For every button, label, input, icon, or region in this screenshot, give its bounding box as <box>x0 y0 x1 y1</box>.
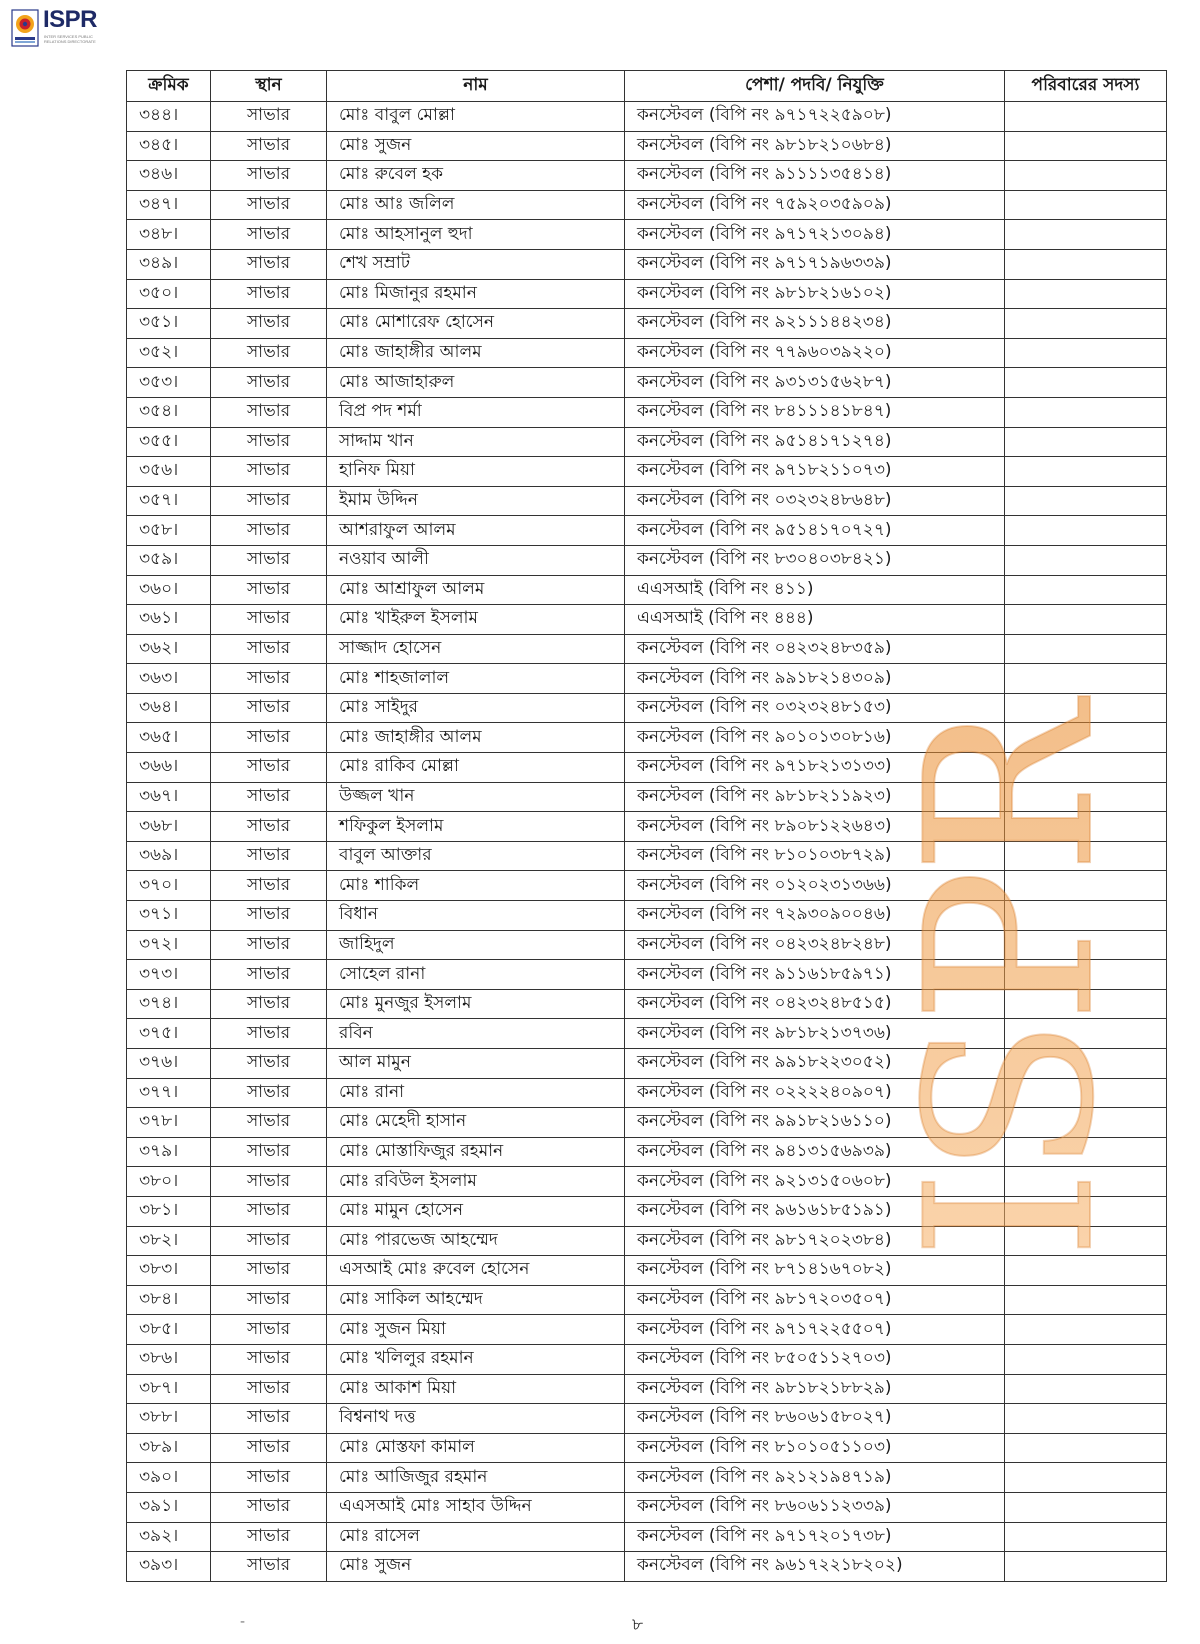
cell-name: মোঃ খলিলুর রহমান <box>327 1344 625 1374</box>
cell-post: কনস্টেবল (বিপি নং ৯৮১৮২১১৯২৩) <box>625 782 1005 812</box>
cell-serial: ৩৪৯। <box>127 249 211 279</box>
table-row <box>127 1374 1167 1404</box>
cell-place: সাভার <box>211 1137 327 1167</box>
cell-serial: ৩৫৯। <box>127 545 211 575</box>
cell-family <box>1005 1315 1167 1345</box>
cell-post: কনস্টেবল (বিপি নং ৯২১১১৪৪২৩৪) <box>625 309 1005 339</box>
cell-family <box>1005 249 1167 279</box>
cell-name: মোঃ রুবেল হক <box>327 161 625 191</box>
cell-serial: ৩৪৬। <box>127 161 211 191</box>
cell-post: কনস্টেবল (বিপি নং ৯৮১৭২০২৩৮৪) <box>625 1226 1005 1256</box>
cell-place: সাভার <box>211 516 327 546</box>
header-place: স্থান <box>211 71 327 102</box>
cell-place: সাভার <box>211 368 327 398</box>
table-row <box>127 1492 1167 1522</box>
ispr-watermark <box>878 520 1145 1260</box>
cell-serial: ৩৫৩। <box>127 368 211 398</box>
cell-family <box>1005 1285 1167 1315</box>
cell-place: সাভার <box>211 1552 327 1582</box>
cell-family <box>1005 338 1167 368</box>
cell-place: সাভার <box>211 279 327 309</box>
cell-place: সাভার <box>211 634 327 664</box>
cell-place: সাভার <box>211 1226 327 1256</box>
cell-place: সাভার <box>211 1344 327 1374</box>
cell-place: সাভার <box>211 1492 327 1522</box>
cell-post: কনস্টেবল (বিপি নং ৮৫০৫১১২৭০৩) <box>625 1344 1005 1374</box>
cell-name: মোঃ মিজানুর রহমান <box>327 279 625 309</box>
cell-post: কনস্টেবল (বিপি নং ৯৭১৭২২৫৯০৮) <box>625 102 1005 132</box>
cell-post: কনস্টেবল (বিপি নং ৯৭১৭২০১৭৩৮) <box>625 1522 1005 1552</box>
cell-serial: ৩৯০। <box>127 1463 211 1493</box>
cell-place: সাভার <box>211 338 327 368</box>
cell-place: সাভার <box>211 190 327 220</box>
cell-name: মোঃ বাবুল মোল্লা <box>327 102 625 132</box>
cell-place: সাভার <box>211 249 327 279</box>
cell-place: সাভার <box>211 161 327 191</box>
cell-name: ইমাম উদ্দিন <box>327 486 625 516</box>
cell-name: মোঃ সাইদুর <box>327 693 625 723</box>
cell-post: কনস্টেবল (বিপি নং ৯৬১৭২২১৮২০২) <box>625 1552 1005 1582</box>
cell-place: সাভার <box>211 131 327 161</box>
cell-name: মোঃ জাহাঙ্গীর আলম <box>327 723 625 753</box>
cell-family <box>1005 1552 1167 1582</box>
cell-serial: ৩৬৯। <box>127 841 211 871</box>
cell-post: কনস্টেবল (বিপি নং ৯২১২১৯৪৭১৯) <box>625 1463 1005 1493</box>
cell-place: সাভার <box>211 1256 327 1286</box>
cell-post: কনস্টেবল (বিপি নং ৯৬১৬১৮৫১৯১) <box>625 1196 1005 1226</box>
cell-place: সাভার <box>211 575 327 605</box>
cell-family <box>1005 1463 1167 1493</box>
cell-serial: ৩৪৭। <box>127 190 211 220</box>
cell-name: মোঃ মোস্তাফিজুর রহমান <box>327 1137 625 1167</box>
table-row <box>127 368 1167 398</box>
cell-serial: ৩৫৭। <box>127 486 211 516</box>
cell-name: মোঃ মেহেদী হাসান <box>327 1108 625 1138</box>
cell-serial: ৩৫৬। <box>127 457 211 487</box>
cell-name: বিধান <box>327 901 625 931</box>
table-row <box>127 1404 1167 1434</box>
cell-name: মোঃ রানা <box>327 1078 625 1108</box>
cell-family <box>1005 1522 1167 1552</box>
cell-serial: ৩৫৪। <box>127 397 211 427</box>
cell-serial: ৩৫০। <box>127 279 211 309</box>
cell-place: সাভার <box>211 486 327 516</box>
cell-family <box>1005 1374 1167 1404</box>
cell-place: সাভার <box>211 457 327 487</box>
cell-name: রবিন <box>327 1019 625 1049</box>
cell-post: কনস্টেবল (বিপি নং ৮১০১০৫১১০৩) <box>625 1433 1005 1463</box>
cell-family <box>1005 457 1167 487</box>
cell-name: এসআই মোঃ রুবেল হোসেন <box>327 1256 625 1286</box>
cell-place: সাভার <box>211 1374 327 1404</box>
ispr-logo <box>10 6 110 52</box>
cell-serial: ৩৮১। <box>127 1196 211 1226</box>
cell-serial: ৩৭৭। <box>127 1078 211 1108</box>
table-row <box>127 338 1167 368</box>
cell-serial: ৩৫২। <box>127 338 211 368</box>
table-row <box>127 309 1167 339</box>
cell-place: সাভার <box>211 693 327 723</box>
cell-post: কনস্টেবল (বিপি নং ০৩২৩২৪৮৬৪৮) <box>625 486 1005 516</box>
cell-post: কনস্টেবল (বিপি নং ৯৮১৭২০৩৫০৭) <box>625 1285 1005 1315</box>
cell-name: মোঃ আজাহারুল <box>327 368 625 398</box>
cell-family <box>1005 397 1167 427</box>
cell-place: সাভার <box>211 427 327 457</box>
cell-serial: ৩৭৮। <box>127 1108 211 1138</box>
cell-post: এএসআই (বিপি নং ৪১১) <box>625 575 1005 605</box>
cell-family <box>1005 309 1167 339</box>
cell-name: মোঃ আঃ জলিল <box>327 190 625 220</box>
cell-place: সাভার <box>211 812 327 842</box>
cell-place: সাভার <box>211 1315 327 1345</box>
cell-serial: ৩৮৭। <box>127 1374 211 1404</box>
cell-name: মোঃ মোস্তফা কামাল <box>327 1433 625 1463</box>
header-serial: ক্রমিক <box>127 71 211 102</box>
cell-name: আশরাফুল আলম <box>327 516 625 546</box>
cell-serial: ৩৮২। <box>127 1226 211 1256</box>
cell-post: কনস্টেবল (বিপি নং ৯৭১৭১৯৬৩৩৯) <box>625 249 1005 279</box>
cell-serial: ৩৬৮। <box>127 812 211 842</box>
cell-name: মোঃ মামুন হোসেন <box>327 1196 625 1226</box>
cell-family <box>1005 161 1167 191</box>
cell-post: কনস্টেবল (বিপি নং ৯৭১৭২১৩০৯৪) <box>625 220 1005 250</box>
cell-serial: ৩৫১। <box>127 309 211 339</box>
cell-place: সাভার <box>211 397 327 427</box>
watermark-text: ISPR <box>878 707 1145 1260</box>
page-number: ৮ <box>632 1615 644 1635</box>
cell-place: সাভার <box>211 1078 327 1108</box>
cell-name: মোঃ শাকিল <box>327 871 625 901</box>
cell-serial: ৩৮৪। <box>127 1285 211 1315</box>
cell-name: সাজ্জাদ হোসেন <box>327 634 625 664</box>
cell-post: কনস্টেবল (বিপি নং ৯৯১৮২২৩০৫২) <box>625 1049 1005 1079</box>
cell-post: কনস্টেবল (বিপি নং ০৩২৩২৪৮১৫৩) <box>625 693 1005 723</box>
cell-place: সাভার <box>211 605 327 635</box>
cell-name: বিপ্র পদ শর্মা <box>327 397 625 427</box>
cell-place: সাভার <box>211 841 327 871</box>
cell-name: মোঃ আশ্রাফুল আলম <box>327 575 625 605</box>
table-row <box>127 397 1167 427</box>
cell-serial: ৩৬২। <box>127 634 211 664</box>
cell-serial: ৩৬০। <box>127 575 211 605</box>
cell-post: কনস্টেবল (বিপি নং ৮১০১০৩৮৭২৯) <box>625 841 1005 871</box>
table-row <box>127 1522 1167 1552</box>
cell-family <box>1005 190 1167 220</box>
cell-post: কনস্টেবল (বিপি নং ৯১১১১৩৫৪১৪) <box>625 161 1005 191</box>
cell-post: কনস্টেবল (বিপি নং ৯৮১৮২১০৬৮৪) <box>625 131 1005 161</box>
cell-place: সাভার <box>211 960 327 990</box>
cell-serial: ৩৭০। <box>127 871 211 901</box>
cell-place: সাভার <box>211 871 327 901</box>
cell-serial: ৩৮৬। <box>127 1344 211 1374</box>
cell-name: মোঃ সাকিল আহম্মেদ <box>327 1285 625 1315</box>
cell-name: এএসআই মোঃ সাহাব উদ্দিন <box>327 1492 625 1522</box>
cell-name: শফিকুল ইসলাম <box>327 812 625 842</box>
cell-place: সাভার <box>211 753 327 783</box>
cell-family <box>1005 486 1167 516</box>
cell-place: সাভার <box>211 1019 327 1049</box>
cell-name: মোঃ সুজন <box>327 131 625 161</box>
cell-serial: ৩৭৫। <box>127 1019 211 1049</box>
cell-family <box>1005 1344 1167 1374</box>
cell-post: কনস্টেবল (বিপি নং ৮৬০৬১১২৩৩৯) <box>625 1492 1005 1522</box>
table-row <box>127 102 1167 132</box>
cell-post: কনস্টেবল (বিপি নং ০১২০২৩১৩৬৬) <box>625 871 1005 901</box>
cell-post: কনস্টেবল (বিপি নং ৯০১০১৩০৮১৬) <box>625 723 1005 753</box>
cell-serial: ৩৮৩। <box>127 1256 211 1286</box>
cell-place: সাভার <box>211 1285 327 1315</box>
cell-serial: ৩৮৮। <box>127 1404 211 1434</box>
cell-post: কনস্টেবল (বিপি নং ৯২১৩১৫০৬০৮) <box>625 1167 1005 1197</box>
cell-post: কনস্টেবল (বিপি নং ৭২৯৩০৯০০৪৬) <box>625 901 1005 931</box>
cell-name: মোঃ মোশারেফ হোসেন <box>327 309 625 339</box>
cell-name: মোঃ পারভেজ আহম্মেদ <box>327 1226 625 1256</box>
cell-place: সাভার <box>211 1196 327 1226</box>
cell-serial: ৩৪৮। <box>127 220 211 250</box>
cell-serial: ৩৬৫। <box>127 723 211 753</box>
cell-serial: ৩৭১। <box>127 901 211 931</box>
table-header-row <box>127 71 1167 102</box>
cell-place: সাভার <box>211 782 327 812</box>
cell-name: মোঃ সুজন <box>327 1552 625 1582</box>
header-family: পরিবারের সদস্য <box>1005 71 1167 102</box>
cell-serial: ৩৫৫। <box>127 427 211 457</box>
cell-serial: ৩৬৩। <box>127 664 211 694</box>
cell-post: কনস্টেবল (বিপি নং ৯১১৬১৮৫৯৭১) <box>625 960 1005 990</box>
table-row <box>127 220 1167 250</box>
cell-serial: ৩৪৫। <box>127 131 211 161</box>
cell-name: মোঃ আকাশ মিয়া <box>327 1374 625 1404</box>
cell-name: নওয়াব আলী <box>327 545 625 575</box>
cell-serial: ৩৮৯। <box>127 1433 211 1463</box>
table-row <box>127 457 1167 487</box>
cell-name: মোঃ আজিজুর রহমান <box>327 1463 625 1493</box>
cell-post: কনস্টেবল (বিপি নং ০৪২৩২৪৮৫১৫) <box>625 989 1005 1019</box>
cell-place: সাভার <box>211 1433 327 1463</box>
cell-post: কনস্টেবল (বিপি নং ৮৯০৮১২২৬৪৩) <box>625 812 1005 842</box>
cell-serial: ৩৭৯। <box>127 1137 211 1167</box>
cell-place: সাভার <box>211 1049 327 1079</box>
cell-serial: ৩৪৪। <box>127 102 211 132</box>
cell-post: কনস্টেবল (বিপি নং ৯৫১৪১৭১২৭৪) <box>625 427 1005 457</box>
table-row <box>127 1285 1167 1315</box>
footer-mark: - <box>240 1614 246 1630</box>
cell-name: হানিফ মিয়া <box>327 457 625 487</box>
cell-post: কনস্টেবল (বিপি নং ০৪২৩২৪৮২৪৮) <box>625 930 1005 960</box>
cell-post: কনস্টেবল (বিপি নং ৯৪১৩১৫৬৯৩৯) <box>625 1137 1005 1167</box>
table-row <box>127 249 1167 279</box>
cell-place: সাভার <box>211 1522 327 1552</box>
cell-name: মোঃ মুনজুর ইসলাম <box>327 989 625 1019</box>
header-name: নাম <box>327 71 625 102</box>
table-row <box>127 486 1167 516</box>
cell-serial: ৩৮০। <box>127 1167 211 1197</box>
cell-name: মোঃ সুজন মিয়া <box>327 1315 625 1345</box>
cell-name: মোঃ শাহজালাল <box>327 664 625 694</box>
cell-post: কনস্টেবল (বিপি নং ৯৩১৩১৫৬২৮৭) <box>625 368 1005 398</box>
cell-serial: ৩৬১। <box>127 605 211 635</box>
header-post: পেশা/ পদবি/ নিযুক্তি <box>625 71 1005 102</box>
cell-name: সোহেল রানা <box>327 960 625 990</box>
cell-family <box>1005 1404 1167 1434</box>
cell-family <box>1005 220 1167 250</box>
table-row <box>127 1344 1167 1374</box>
cell-name: মোঃ রাকিব মোল্লা <box>327 753 625 783</box>
cell-place: সাভার <box>211 220 327 250</box>
cell-family <box>1005 1433 1167 1463</box>
cell-post: কনস্টেবল (বিপি নং ৮৪১১১৪১৮৪৭) <box>625 397 1005 427</box>
cell-serial: ৩৭৩। <box>127 960 211 990</box>
cell-post: কনস্টেবল (বিপি নং ৯৮১৮২১৩৭৩৬) <box>625 1019 1005 1049</box>
cell-serial: ৩৯২। <box>127 1522 211 1552</box>
cell-post: কনস্টেবল (বিপি নং ৯৮১৮২১৬১০২) <box>625 279 1005 309</box>
cell-post: কনস্টেবল (বিপি নং ০২২২২৪০৯০৭) <box>625 1078 1005 1108</box>
cell-name: জাহিদুল <box>327 930 625 960</box>
cell-place: সাভার <box>211 102 327 132</box>
cell-name: মোঃ রবিউল ইসলাম <box>327 1167 625 1197</box>
cell-post: কনস্টেবল (বিপি নং ৯৭১৮২১১০৭৩) <box>625 457 1005 487</box>
cell-place: সাভার <box>211 901 327 931</box>
cell-family <box>1005 279 1167 309</box>
cell-name: মোঃ আহসানুল হুদা <box>327 220 625 250</box>
cell-post: কনস্টেবল (বিপি নং ৯৭১৭২২৫৫০৭) <box>625 1315 1005 1345</box>
cell-post: কনস্টেবল (বিপি নং ০৪২৩২৪৮৩৫৯) <box>625 634 1005 664</box>
cell-name: উজ্জল খান <box>327 782 625 812</box>
cell-name: বাবুল আক্তার <box>327 841 625 871</box>
cell-family <box>1005 131 1167 161</box>
cell-place: সাভার <box>211 930 327 960</box>
table-row <box>127 1463 1167 1493</box>
cell-name: শেখ সম্রাট <box>327 249 625 279</box>
cell-post: কনস্টেবল (বিপি নং ৮৭১৪১৬৭০৮২) <box>625 1256 1005 1286</box>
cell-post: কনস্টেবল (বিপি নং ৯৫১৪১৭০৭২৭) <box>625 516 1005 546</box>
cell-place: সাভার <box>211 1404 327 1434</box>
cell-name: সাদ্দাম খান <box>327 427 625 457</box>
cell-serial: ৩৬৪। <box>127 693 211 723</box>
cell-place: সাভার <box>211 1108 327 1138</box>
cell-name: মোঃ জাহাঙ্গীর আলম <box>327 338 625 368</box>
cell-family <box>1005 102 1167 132</box>
cell-post: কনস্টেবল (বিপি নং ৯৯১৮২১৪৩০৯) <box>625 664 1005 694</box>
table-row <box>127 427 1167 457</box>
cell-place: সাভার <box>211 1463 327 1493</box>
cell-place: সাভার <box>211 664 327 694</box>
cell-serial: ৩৬৭। <box>127 782 211 812</box>
ispr-emblem-icon <box>10 8 40 48</box>
cell-name: বিশ্বনাথ দত্ত <box>327 1404 625 1434</box>
cell-place: সাভার <box>211 309 327 339</box>
table-row <box>127 190 1167 220</box>
cell-name: আল মামুন <box>327 1049 625 1079</box>
table-row <box>127 279 1167 309</box>
cell-family <box>1005 427 1167 457</box>
cell-serial: ৩৯১। <box>127 1492 211 1522</box>
cell-place: সাভার <box>211 989 327 1019</box>
cell-serial: ৩৮৫। <box>127 1315 211 1345</box>
table-row <box>127 161 1167 191</box>
cell-serial: ৩৫৮। <box>127 516 211 546</box>
cell-post: কনস্টেবল (বিপি নং ৭৭৯৬০৩৯২২০) <box>625 338 1005 368</box>
cell-post: কনস্টেবল (বিপি নং ৮৩০৪০৩৮৪২১) <box>625 545 1005 575</box>
cell-serial: ৩৯৩। <box>127 1552 211 1582</box>
logo-tagline: INTER SERVICES PUBLIC RELATIONS DIRECTORATE <box>44 34 96 44</box>
cell-place: সাভার <box>211 1167 327 1197</box>
cell-serial: ৩৭২। <box>127 930 211 960</box>
cell-serial: ৩৭৪। <box>127 989 211 1019</box>
table-row <box>127 131 1167 161</box>
cell-post: কনস্টেবল (বিপি নং ৭৫৯২০৩৫৯০৯) <box>625 190 1005 220</box>
cell-name: মোঃ খাইরুল ইসলাম <box>327 605 625 635</box>
cell-post: কনস্টেবল (বিপি নং ৯৮১৮২১৮৮২৯) <box>625 1374 1005 1404</box>
table-row <box>127 1433 1167 1463</box>
cell-place: সাভার <box>211 545 327 575</box>
cell-post: কনস্টেবল (বিপি নং ৮৬০৬১৫৮০২৭) <box>625 1404 1005 1434</box>
cell-name: মোঃ রাসেল <box>327 1522 625 1552</box>
table-row <box>127 1315 1167 1345</box>
table-row <box>127 1552 1167 1582</box>
cell-post: এএসআই (বিপি নং ৪৪৪) <box>625 605 1005 635</box>
logo-brand-text: ISPR <box>43 6 98 33</box>
cell-serial: ৩৬৬। <box>127 753 211 783</box>
cell-family <box>1005 368 1167 398</box>
cell-serial: ৩৭৬। <box>127 1049 211 1079</box>
cell-post: কনস্টেবল (বিপি নং ৯৭১৮২১৩১৩৩) <box>625 753 1005 783</box>
cell-place: সাভার <box>211 723 327 753</box>
cell-family <box>1005 1492 1167 1522</box>
cell-post: কনস্টেবল (বিপি নং ৯৯১৮২১৬১১০) <box>625 1108 1005 1138</box>
